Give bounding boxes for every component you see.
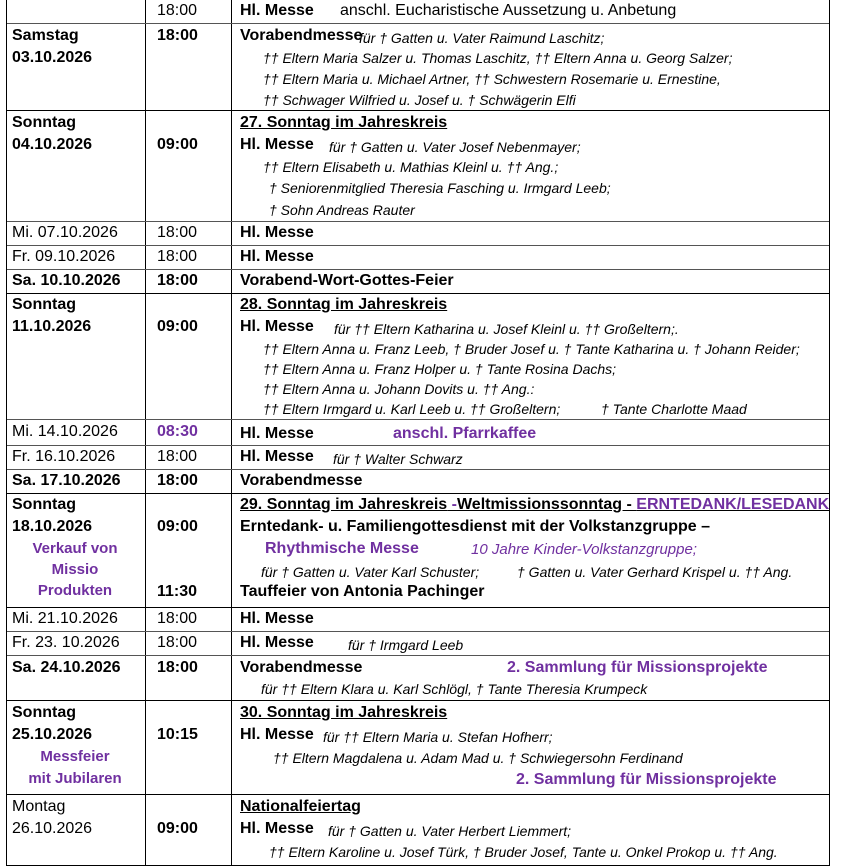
table-row — [7, 222, 829, 246]
service-name: Hl. Messe — [240, 224, 314, 241]
table-row — [7, 420, 829, 446]
table-row — [7, 470, 829, 494]
intention-line: † Tante Charlotte Maad — [601, 401, 747, 417]
time: 18:00 — [157, 27, 198, 44]
side-note: Messfeier — [40, 748, 110, 765]
day: Montag — [12, 798, 66, 815]
intention-line: † Seniorenmitglied Theresia Fasching u. Irmgard Leeb; — [269, 180, 611, 196]
schedule-table — [6, 0, 830, 866]
service-name: Hl. Messe — [240, 136, 314, 153]
date: 04.10.2026 — [12, 136, 93, 153]
table-row — [7, 795, 829, 866]
service-name: Vorabendmesse — [240, 659, 363, 676]
time: 09:00 — [157, 136, 198, 153]
time: 18:00 — [157, 472, 198, 489]
table-row — [7, 294, 829, 420]
day: Sonntag — [12, 496, 76, 513]
date: Mi. 21.10.2026 — [12, 610, 118, 627]
time: 10:15 — [157, 726, 198, 743]
time: 09:00 — [157, 820, 198, 837]
time: 18:00 — [157, 448, 198, 465]
intention: für † Gatten u. Vater Herbert Liemmert; — [328, 823, 572, 839]
time: 18:00 — [157, 224, 198, 241]
feast-title: 29. Sonntag im Jahreskreis -Weltmissionssonntag - ERNTEDANK/LESEDANK — [240, 496, 830, 513]
intention-line: †† Eltern Maria Salzer u. Thomas Laschitz, †† Eltern Anna u. Georg Salzer; — [263, 50, 733, 66]
date: Sa. 10.10.2026 — [12, 272, 121, 289]
service-highlight: Rhythmische Messe — [265, 540, 419, 557]
feast-title: 28. Sonntag im Jahreskreis — [240, 296, 448, 313]
service-name: Vorabendmesse — [240, 27, 363, 44]
service-note: 2. Sammlung für Missionsprojekte — [516, 771, 777, 788]
service-name: Erntedank- u. Familiengottesdienst mit der Volkstanzgruppe – — [240, 518, 710, 535]
table-row — [7, 632, 829, 656]
day: Samstag — [12, 27, 79, 44]
service-note: anschl. Eucharistische Aussetzung u. Anbetung — [340, 2, 677, 19]
service-name: Hl. Messe — [240, 610, 314, 627]
table-row — [7, 701, 829, 795]
service-name: Hl. Messe — [240, 2, 314, 19]
time: 18:00 — [157, 610, 198, 627]
date: Mi. 07.10.2026 — [12, 224, 118, 241]
day: Sonntag — [12, 296, 76, 313]
service-name: Hl. Messe — [240, 248, 314, 265]
date: 18.10.2026 — [12, 518, 93, 535]
day: Sonntag — [12, 114, 76, 131]
intention-line: †† Eltern Anna u. Franz Holper u. † Tante Rosina Dachs; — [263, 361, 617, 377]
intention-line: †† Eltern Irmgard u. Karl Leeb u. †† Großeltern; — [263, 401, 561, 417]
service-name: Hl. Messe — [240, 425, 314, 442]
service-note: anschl. Pfarrkaffee — [393, 425, 537, 442]
service-name: Hl. Messe — [240, 448, 314, 465]
date: 03.10.2026 — [12, 49, 93, 66]
date: 26.10.2026 — [12, 820, 93, 837]
table-row — [7, 608, 829, 632]
intention-line: †† Eltern Elisabeth u. Mathias Kleinl u. †† Ang.; — [263, 159, 559, 175]
time: 18:00 — [157, 659, 198, 676]
service-name: Hl. Messe — [240, 634, 314, 651]
service-name: Hl. Messe — [240, 820, 314, 837]
intention-line: † Gatten u. Vater Gerhard Krispel u. †† Ang. — [517, 564, 793, 580]
date: Sa. 17.10.2026 — [12, 472, 121, 489]
service-name: Vorabend-Wort-Gottes-Feier — [240, 272, 454, 289]
intention: für †† Eltern Maria u. Stefan Hofherr; — [323, 729, 553, 745]
date: Mi. 14.10.2026 — [12, 423, 118, 440]
table-row — [7, 0, 829, 24]
service-note: 2. Sammlung für Missionsprojekte — [507, 659, 768, 676]
time: 08:30 — [157, 423, 198, 440]
day: Sonntag — [12, 704, 76, 721]
time: 18:00 — [157, 2, 198, 19]
table-row — [7, 446, 829, 470]
feast-title: Nationalfeiertag — [240, 798, 361, 815]
table-row — [7, 656, 829, 701]
intention: für † Irmgard Leeb — [348, 637, 464, 653]
time: 18:00 — [157, 634, 198, 651]
date: Sa. 24.10.2026 — [12, 659, 121, 676]
intention: für †† Eltern Katharina u. Josef Kleinl u. †† Großeltern;. — [334, 321, 679, 337]
side-note: Missio — [51, 561, 99, 578]
side-note: Verkauf von — [32, 540, 118, 557]
intention-line: †† Eltern Maria u. Michael Artner, †† Schwestern Rosemarie u. Ernestine, — [263, 71, 721, 87]
intention: für † Gatten u. Vater Raimund Laschitz; — [359, 30, 605, 46]
service-name: Vorabendmesse — [240, 472, 363, 489]
table-row — [7, 246, 829, 270]
date: 11.10.2026 — [12, 318, 92, 335]
date: 25.10.2026 — [12, 726, 93, 743]
service-name: Tauffeier von Antonia Pachinger — [240, 583, 485, 600]
table-row — [7, 111, 829, 222]
intention-line: † Sohn Andreas Rauter — [269, 202, 415, 218]
time: 11:30 — [157, 583, 198, 600]
intention: für † Gatten u. Vater Josef Nebenmayer; — [329, 139, 581, 155]
date: Fr. 23. 10.2026 — [12, 634, 120, 651]
time: 18:00 — [157, 248, 198, 265]
time: 18:00 — [157, 272, 198, 289]
table-row — [7, 24, 829, 111]
date: Fr. 16.10.2026 — [12, 448, 116, 465]
side-note: Produkten — [37, 582, 113, 599]
time: 09:00 — [157, 318, 198, 335]
service-name: Hl. Messe — [240, 726, 314, 743]
feast-title: 30. Sonntag im Jahreskreis — [240, 704, 448, 721]
intention-line: †† Eltern Anna u. Franz Leeb, † Bruder Josef u. † Tante Katharina u. † Johann Reider; — [263, 341, 800, 357]
feast-title: 27. Sonntag im Jahreskreis — [240, 114, 448, 131]
date: Fr. 09.10.2026 — [12, 248, 116, 265]
side-note: mit Jubilaren — [28, 770, 122, 787]
service-note: 10 Jahre Kinder-Volkstanzgruppe; — [471, 541, 697, 558]
intention-line: †† Eltern Karoline u. Josef Türk, † Bruder Josef, Tante u. Onkel Prokop u. †† Ang. — [269, 844, 778, 860]
intention-line: für †† Eltern Klara u. Karl Schlögl, † Tante Theresia Krumpeck — [261, 681, 648, 697]
intention-line: für † Gatten u. Vater Karl Schuster; — [261, 564, 480, 580]
intention-line: †† Schwager Wilfried u. Josef u. † Schwägerin Elfi — [263, 92, 576, 108]
intention-line: †† Eltern Anna u. Johann Dovits u. †† Ang.: — [263, 381, 535, 397]
table-row — [7, 270, 829, 294]
time: 09:00 — [157, 518, 198, 535]
table-row — [7, 494, 829, 608]
service-name: Hl. Messe — [240, 318, 314, 335]
intention: für † Walter Schwarz — [333, 451, 463, 467]
intention-line: †† Eltern Magdalena u. Adam Mad u. † Schwiegersohn Ferdinand — [273, 750, 683, 766]
